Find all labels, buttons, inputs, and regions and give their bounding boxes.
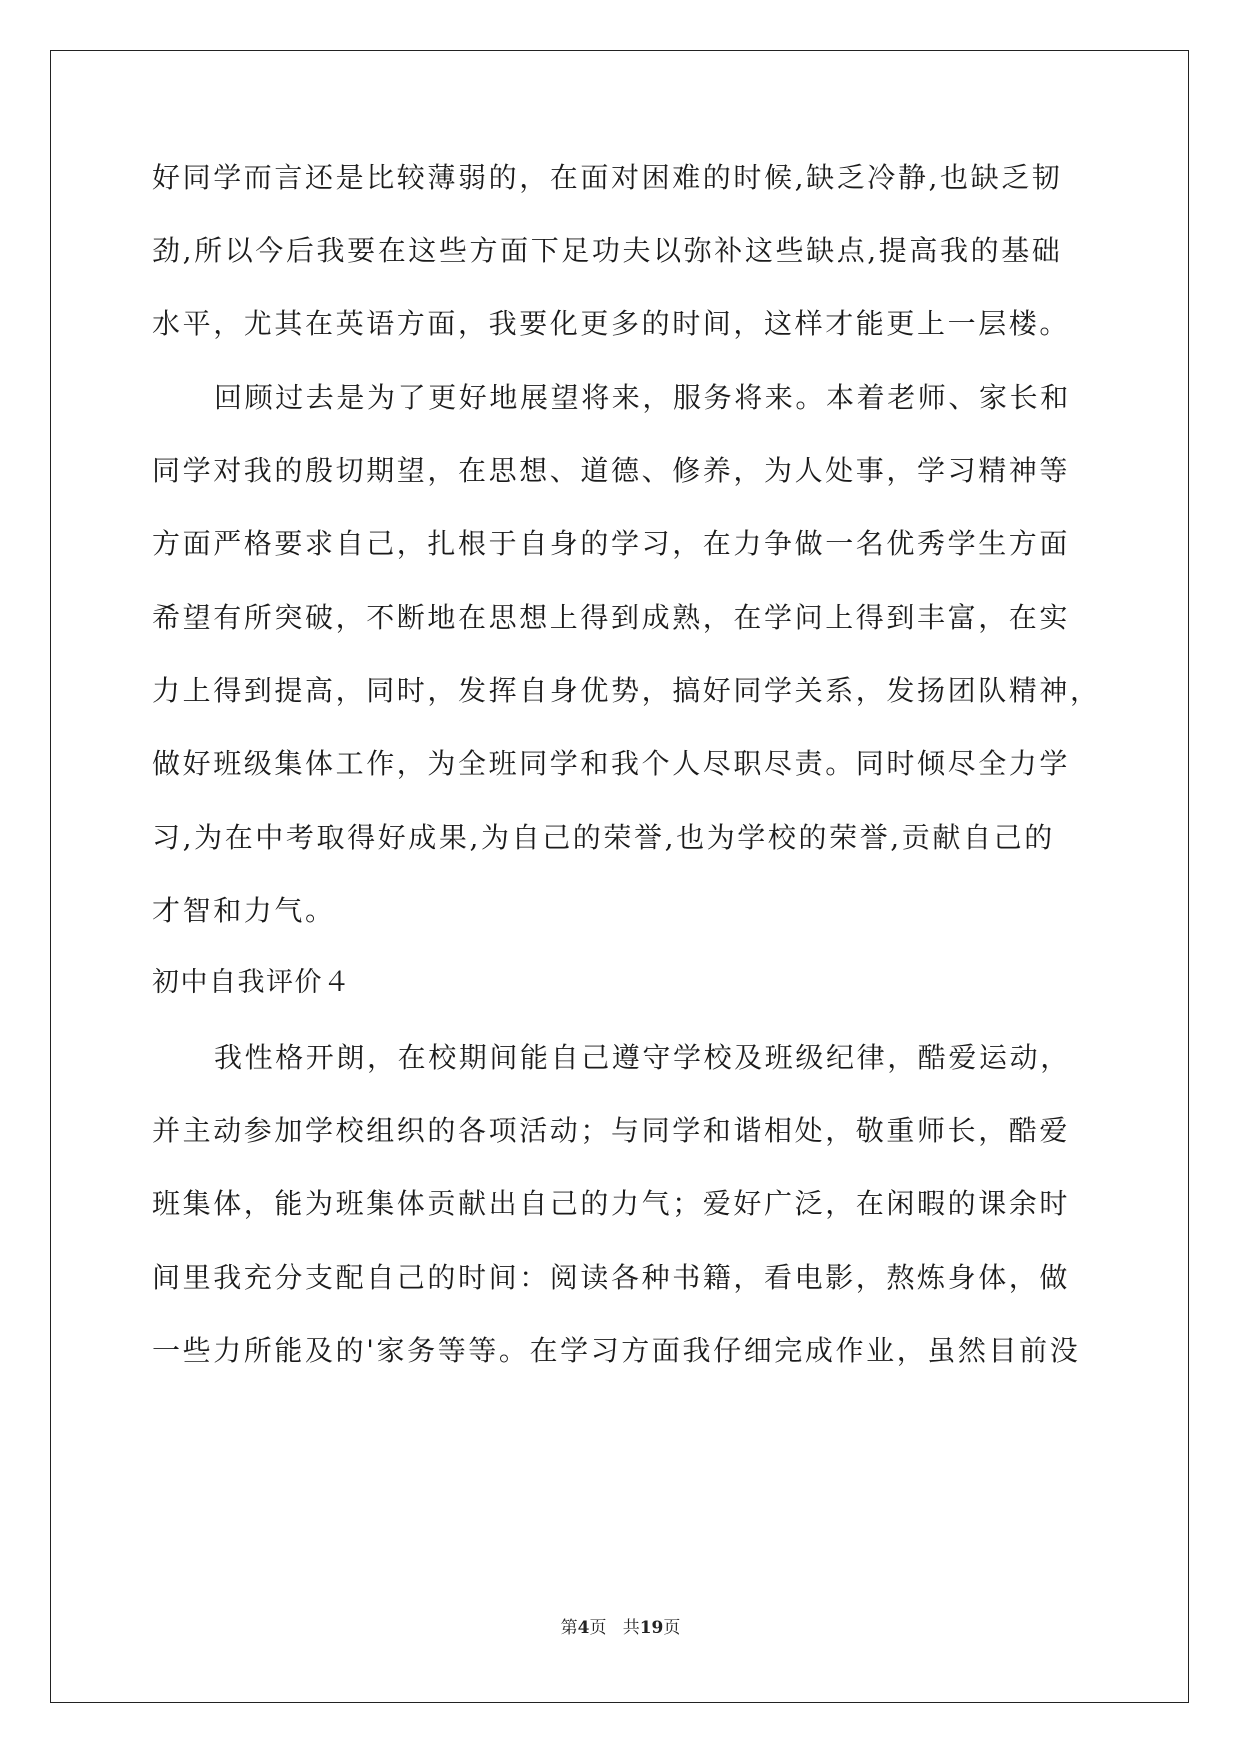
text-line-1: 好同学而言还是比较薄弱的，在面对困难的时候,缺乏冷静,也缺乏韧 — [152, 161, 1063, 194]
text-line-6: 方面严格要求自己，扎根于自身的学习，在力争做一名优秀学生方面 — [152, 527, 1071, 560]
footer-page-suffix: 页 — [589, 1618, 607, 1638]
text-line-10: 习,为在中考取得好成果,为自己的荣誉,也为学校的荣誉,贡献自己的 — [152, 821, 1055, 854]
text-line-7: 希望有所突破，不断地在思想上得到成熟，在学问上得到丰富，在实 — [152, 601, 1071, 634]
text-line-8: 力上得到提高，同时，发挥自身优势，搞好同学关系，发扬团队精神， — [152, 674, 1101, 707]
footer-page-prefix: 第 — [560, 1618, 578, 1638]
footer-total-suffix: 页 — [663, 1618, 681, 1638]
footer-total-prefix: 共 — [622, 1618, 640, 1638]
paragraph-start-line: 我性格开朗，在校期间能自己遵守学校及班级纪律，酷爱运动， — [214, 1041, 1071, 1074]
text-line-15: 班集体，能为班集体贡献出自己的力气；爱好广泛，在闲暇的课余时 — [152, 1187, 1071, 1220]
text-line-17: 一些力所能及的'家务等等。在学习方面我仔细完成作业，虽然目前没 — [152, 1334, 1081, 1367]
text-line-9: 做好班级集体工作，为全班同学和我个人尽职尽责。同时倾尽全力学 — [152, 747, 1071, 780]
text-line-3: 水平，尤其在英语方面，我要化更多的时间，这样才能更上一层楼。 — [152, 307, 1071, 340]
text-line-11: 才智和力气。 — [152, 894, 336, 927]
section-heading: 初中自我评价４ — [152, 967, 352, 998]
footer-total-number: 19 — [639, 1618, 664, 1638]
text-line-16: 间里我充分支配自己的时间：阅读各种书籍，看电影，熬炼身体，做 — [152, 1261, 1071, 1294]
text-line-2: 劲,所以今后我要在这些方面下足功夫以弥补这些缺点,提高我的基础 — [152, 234, 1063, 267]
text-line-14: 并主动参加学校组织的各项活动；与同学和谐相处，敬重师长，酷爱 — [152, 1114, 1071, 1147]
text-line-5: 同学对我的殷切期望，在思想、道德、修养，为人处事，学习精神等 — [152, 454, 1071, 487]
paragraph-start-line: 回顾过去是为了更好地展望将来，服务将来。本着老师、家长和 — [214, 381, 1071, 414]
page-footer — [0, 1616, 1241, 1640]
page-border — [50, 50, 1189, 1703]
footer-page-number: 4 — [577, 1618, 590, 1638]
